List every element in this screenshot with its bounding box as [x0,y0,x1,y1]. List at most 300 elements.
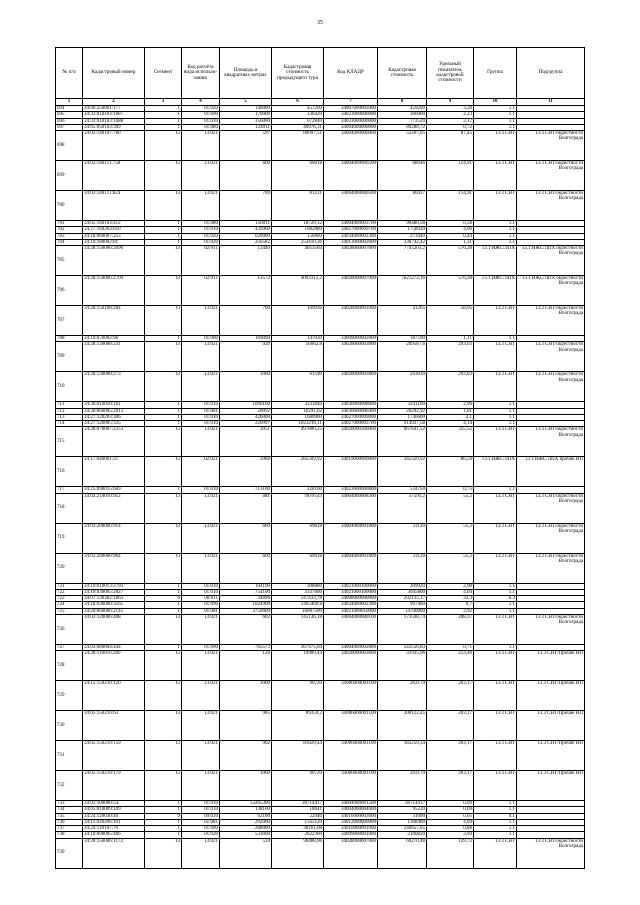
kladr-code-cell: 34006000001100 [324,741,378,771]
cadastral-number-cell: 34:27:120005:335 [83,421,145,427]
kladr-code-cell: 34009000002000 [324,336,378,342]
group-cell: 1.1 [474,221,517,227]
page-number: 35 [317,20,323,26]
group-cell: 1.1 [474,826,517,832]
unit-value-cell: 55,2 [427,523,474,553]
usage-code-cell: 01:010 [182,807,220,813]
unit-value-cell: 203,17 [427,741,474,771]
previous-value-cell: 19909,44 [272,651,324,681]
area-cell: 124011 [220,124,272,130]
table-row [56,161,585,191]
row-number-cell: 718 [56,493,83,523]
subgroup-cell: 13.3 СНТ/окрестности Волгограда [517,838,585,868]
kladr-code-cell: 34004000000500 [324,161,378,191]
segment-cell: 13 [145,681,182,711]
cadastral-value-cell: 3045800 [378,589,427,595]
area-cell: 620000 [220,233,272,239]
table-row [56,711,585,741]
segment-cell: 1 [145,336,182,342]
area-cell: 681 [220,493,272,523]
cadastral-number-cell: 34:05:150210:159 [83,741,145,771]
table-row [56,131,585,161]
unit-value-cell: 4,69 [427,819,474,825]
area-cell: 902 [220,741,272,771]
segment-cell: 6 [145,596,182,602]
segment-cell: 1 [145,421,182,427]
previous-value-cell: 89097,51 [272,131,324,161]
row-number-cell: 738 [56,832,83,838]
previous-value-cell: 672840 [272,118,324,124]
segment-cell: 13 [145,523,182,553]
header-cell: Сегмент [145,48,182,99]
row-number-cell: 722 [56,589,83,595]
cadastral-number-cell: 34:24:110107:70 [83,826,145,832]
usage-code-cell: 13:021 [182,161,220,191]
area-cell: 600 [220,553,272,583]
row-number-cell: 736 [56,819,83,825]
cadastral-number-cell: 34:28:150006:2709 [83,276,145,306]
kladr-code-cell: 34004000008300 [324,493,378,523]
group-cell: 1.1 [474,118,517,124]
row-number-cell: 709 [56,342,83,372]
segment-cell: 1 [145,602,182,608]
group-cell: 13.3 СНТ [474,342,517,372]
kladr-code-cell: 34006000001100 [324,711,378,741]
previous-value-cell: 1680900 [272,414,324,420]
group-cell: 13.3 СНТ [474,523,517,553]
usage-code-cell: 01:090 [182,602,220,608]
segment-cell: 13 [145,246,182,276]
previous-value-cell: 4093315,2 [272,276,324,306]
table-row [56,838,585,868]
kladr-code-cell: 34004000000100 [324,614,378,644]
cadastral-number-cell: 34:03:140111:758 [83,161,145,191]
kladr-code-cell: 34028000001000 [324,306,378,336]
kladr-code-cell: 34028000007000 [324,246,378,276]
table-row [56,191,585,221]
usage-code-cell: 01:010 [182,801,220,807]
segment-cell: 13 [145,191,182,221]
group-cell: 13.3 СНТ [474,372,517,402]
segment-cell: 1 [145,106,182,112]
subgroup-cell: 13.3 СНТ/Прочие НП [517,681,585,711]
cadastral-number-cell: 34:28:150006:1172 [83,838,145,868]
group-cell: 1.1 [474,807,517,813]
cadastral-value-cell: 80437 [378,191,427,221]
column-number-row [56,99,585,106]
segment-cell: 1 [145,402,182,408]
unit-value-cell: 325,52 [427,427,474,457]
segment-cell: 1 [145,118,182,124]
usage-code-cell: 01:010 [182,402,220,408]
unit-value-cell: 1,31 [427,239,474,245]
row-number-cell: 725 [56,608,83,614]
subgroup-cell: 13.3 СНТ/окрестности Волгограда [517,131,585,161]
subgroup-cell: 13.3 СНТ/Прочие НП [517,711,585,741]
area-cell: 1090100 [220,402,272,408]
row-number-cell: 698 [56,131,83,161]
table-row [56,523,585,553]
row-number-cell: 704 [56,239,83,245]
cadastral-number-cell: 34:05:160103:412 [83,221,145,227]
column-number: 9 [427,99,474,106]
group-cell: 6.3 [474,596,517,602]
cadastral-value-cell: 33120 [378,523,427,553]
group-cell: 1.1 [474,336,517,342]
previous-value-cell: 69618 [272,161,324,191]
segment-cell: 13 [145,372,182,402]
previous-value-cell: 90720 [272,681,324,711]
cadastral-value-cell: 89288,72 [378,124,427,130]
previous-value-cell: 79016,43 [272,493,324,523]
cadastral-value-cell: 33120 [378,553,427,583]
row-number-cell: 700 [56,191,83,221]
cadastral-number-cell: 34:28:150006:2690 [83,246,145,276]
previous-value-cell: 253410,36 [272,239,324,245]
area-cell: 534 [220,838,272,868]
usage-code-cell: 01:090 [182,112,220,118]
previous-value-cell: 145136,18 [272,614,324,644]
previous-value-cell: 336420 [272,112,324,118]
area-cell: 268000 [220,826,272,832]
cadastral-value-cell: 269587,6 [378,342,427,372]
cadastral-value-cell: 772520 [378,118,427,124]
row-number-cell: 739 [56,838,83,868]
cadastral-value-cell: 3241160 [378,402,427,408]
group-cell: 13.3 СНТ [474,191,517,221]
unit-value-cell: 2,23 [427,112,474,118]
previous-value-cell: 4053504 [272,246,324,276]
cadastral-number-cell: 34:06:250001:177 [83,106,145,112]
subgroup-cell: 13.3 СНТ/окрестности Волгограда [517,427,585,457]
cadastral-number-cell: 34:33:010103:1087 [83,112,145,118]
previous-value-cell: 89359,2 [272,711,324,741]
segment-cell: 9 [145,813,182,819]
row-number-cell: 737 [56,826,83,832]
cadastral-value-cell: 183259,34 [378,741,427,771]
cadastral-number-cell: 34:27:120203:306 [83,414,145,420]
area-cell: 20092 [220,408,272,414]
kladr-code-cell: 34030000008000 [324,402,378,408]
cadastral-value-cell: 36714417 [378,801,427,807]
row-number-cell: 711 [56,402,83,408]
segment-cell: 1 [145,807,182,813]
unit-value-cell: 576,28 [427,246,474,276]
segment-cell: 1 [145,112,182,118]
unit-value-cell: 33,3 [427,596,474,602]
cadastral-number-cell: 34:05:010009:109 [83,807,145,813]
row-number-cell: 702 [56,227,83,233]
segment-cell: 13 [145,131,182,161]
segment-cell: 1 [145,233,182,239]
unit-value-cell: 55,2 [427,493,474,523]
previous-value-cell: 1465460,8 [272,602,324,608]
previous-value-cell: 1565120 [272,819,324,825]
area-cell: 170000 [220,112,272,118]
segment-cell: 13 [145,276,182,306]
group-cell: 13.3 СНТ [474,553,517,583]
row-number-cell: 695 [56,112,83,118]
usage-code-cell: 01:081 [182,408,220,414]
segment-cell: 13 [145,771,182,801]
unit-value-cell: 0,88 [427,826,474,832]
segment-cell: 1 [145,414,182,420]
usage-code-cell: 13:021 [182,131,220,161]
previous-value-cell: 156800 [272,233,324,239]
group-cell: 9.1 [474,813,517,819]
usage-code-cell: 13:021 [182,838,220,868]
cadastral-value-cell: 273440 [378,233,427,239]
row-number-cell: 707 [56,306,83,336]
unit-value-cell: 0,69 [427,807,474,813]
usage-code-cell: 01:010 [182,487,220,493]
row-number-cell: 724 [56,602,83,608]
header-cell: Кадастровая стоимость [378,48,427,99]
area-cell: 1000 [220,771,272,801]
area-cell: 602 [220,614,272,644]
group-cell: 1.1 [474,602,517,608]
kladr-code-cell: 34023000000800 [324,487,378,493]
cadastral-value-cell: 997460 [378,602,427,608]
usage-code-cell: 01:010 [182,421,220,427]
unit-value-cell: 203,17 [427,771,474,801]
previous-value-cell: 147030 [272,336,324,342]
unit-value-cell: 114,91 [427,191,474,221]
cadastral-value-cell: 2100820 [378,832,427,838]
row-number-cell: 697 [56,124,83,130]
cadastral-value-cell: 7745203,2 [378,246,427,276]
cadastral-number-cell: 34:27:160203:610 [83,227,145,233]
table-row [56,651,585,681]
kladr-code-cell: 34012000000000 [324,819,378,825]
kladr-code-cell: 34004000000500 [324,191,378,221]
table-row [56,246,585,276]
cadastral-number-cell: 34:03:200006:914 [83,523,145,553]
group-cell: 1.1 [474,644,517,650]
usage-code-cell: 13:021 [182,553,220,583]
cadastral-value-cell: 7821272,16 [378,276,427,306]
cadastral-number-cell: 34:25:090015:669 [83,487,145,493]
unit-value-cell: 0,69 [427,801,474,807]
group-cell: 13.3 СНТ [474,161,517,191]
cadastral-value-cell: 95220 [378,807,427,813]
row-number-cell: 712 [56,408,83,414]
segment-cell: 13 [145,838,182,868]
unit-value-cell: 293,03 [427,342,474,372]
kladr-code-cell: 34033000000000 [324,118,378,124]
cadastral-value-cell: 345320,92 [378,457,427,487]
kladr-code-cell: 34004000001800 [324,553,378,583]
previous-value-cell: 285509,92 [272,457,324,487]
previous-value-cell: 228160 [272,487,324,493]
group-cell: 1.1 [474,112,517,118]
column-number: 6 [272,99,324,106]
usage-code-cell: 13:021 [182,711,220,741]
unit-value-cell: 0,44 [427,233,474,239]
group-cell: 1.1 [474,239,517,245]
area-cell: 34896 [220,596,272,602]
row-number-cell: 731 [56,741,83,771]
row-number-cell: 694 [56,106,83,112]
cadastral-value-cell: 187590 [378,336,427,342]
header-cell: Код расчёта вида использо-вания [182,48,220,99]
segment-cell: 1 [145,589,182,595]
kladr-code-cell: 34004000001800 [324,523,378,553]
row-number-cell: 710 [56,372,83,402]
kladr-code-cell: 34004000004000 [324,807,378,813]
kladr-code-cell: 34019000000800 [324,457,378,487]
unit-value-cell: 203,17 [427,681,474,711]
group-cell: 1.1 [474,227,517,233]
usage-code-cell: 13:021 [182,523,220,553]
cadastral-number-cell: 34:03:210010:912 [83,493,145,523]
segment-cell: 1 [145,644,182,650]
cadastral-value-cell: 90480,58 [378,221,427,227]
previous-value-cell: 497800,25 [272,427,324,457]
unit-value-cell: 4,14 [427,421,474,427]
kladr-code-cell: 34028000200000 [324,427,378,457]
unit-value-cell: 4,1 [427,414,474,420]
unit-value-cell: 0,58 [427,221,474,227]
previous-value-cell: 81829,44 [272,741,324,771]
column-number: 5 [220,99,272,106]
header-cell: Группа [474,48,517,99]
usage-code-cell: 13:021 [182,681,220,711]
previous-value-cell: 1023216,11 [272,421,324,427]
unit-value-cell: 0,05 [427,813,474,819]
row-number-cell: 728 [56,651,83,681]
cadastral-value-cell: 534750 [378,487,427,493]
header-cell: Кадастровый номер [83,48,145,99]
area-cell: 600 [220,523,272,553]
row-number-cell: 734 [56,807,83,813]
usage-code-cell: 13:021 [182,741,220,771]
unit-value-cell: 1,11 [427,336,474,342]
previous-value-cell: 3331840 [272,402,324,408]
cadastral-value-cell: 459200 [378,106,427,112]
cadastral-number-cell: 34:18:030000:3565 [83,602,145,608]
group-cell: 13.3 СНТ [474,681,517,711]
unit-value-cell: 87,45 [427,131,474,161]
kladr-code-cell: 34016000003600 [324,813,378,819]
usage-code-cell: 01:090 [182,644,220,650]
usage-code-cell: 01:010 [182,589,220,595]
group-cell: 1.1 [474,832,517,838]
previous-value-cell: 457200 [272,106,324,112]
row-number-cell: 732 [56,771,83,801]
previous-value-cell: 69618 [272,553,324,583]
previous-value-cell: 147433,78 [272,596,324,602]
subgroup-cell: 13.1 ИЖС/ЛПХ прочие НП [517,457,585,487]
header-cell: Удельный показатель кадастровой стоимости [427,48,474,99]
cadastral-number-cell: 34:03:100000:54 [83,801,145,807]
table-row [56,276,585,306]
previous-value-cell: 22940 [272,813,324,819]
usage-code-cell: 01:000 [182,336,220,342]
segment-cell: 1 [145,608,182,614]
area-cell: 432000 [220,227,272,233]
previous-value-cell: 81231 [272,191,324,221]
cadastral-value-cell: 14700000 [378,608,427,614]
segment-cell: 1 [145,826,182,832]
segment-cell: 1 [145,124,182,130]
row-number-cell: 701 [56,221,83,227]
unit-value-cell: 576,28 [427,276,474,306]
usage-code-cell: 09:010 [182,813,220,819]
row-number-cell: 716 [56,457,83,487]
kladr-code-cell: 34028000003800 [324,372,378,402]
subgroup-cell: 13.1 ИЖС/ЛПХ окрестности Волгограда [517,276,585,306]
kladr-code-cell: 34004000000000 [324,124,378,130]
cadastral-value-cell: 914927,58 [378,421,427,427]
subgroup-cell: 13.3 СНТ/Прочие НП [517,741,585,771]
row-number-cell: 714 [56,421,83,427]
segment-cell: 1 [145,832,182,838]
kladr-code-cell: 34004000003700 [324,221,378,227]
previous-value-cell: 2622360 [272,832,324,838]
unit-value-cell: 129,72 [427,838,474,868]
previous-value-cell: 61590 [272,372,324,402]
cadastral-value-cell: 69270,48 [378,838,427,868]
subgroup-cell: 13.3 СНТ/окрестности Волгограда [517,161,585,191]
area-cell: 754100 [220,589,272,595]
area-cell: 13440 [220,246,272,276]
unit-value-cell: 203,17 [427,711,474,741]
kladr-code-cell: 34008000000000 [324,596,378,602]
group-cell: 1.1 [474,233,517,239]
unit-value-cell: 0,7 [427,602,474,608]
previous-value-cell: 109936 [272,306,324,336]
unit-value-cell: 4,04 [427,589,474,595]
segment-cell: 13 [145,651,182,681]
group-cell: 1.1 [474,402,517,408]
row-number-cell: 699 [56,161,83,191]
area-cell: 356000 [220,118,272,124]
area-cell: 256582 [220,239,272,245]
row-number-cell: 715 [56,427,83,457]
row-number-cell: 727 [56,644,83,650]
previous-value-cell: 367475,04 [272,644,324,650]
usage-code-cell: 13:021 [182,306,220,336]
group-cell: 13.3 СНТ [474,711,517,741]
group-cell: 13.3 СНТ [474,741,517,771]
cadastral-value-cell: 338742,42 [378,239,427,245]
area-cell: 2051 [220,427,272,457]
area-cell: 700 [220,306,272,336]
cadastral-value-cell: 20292,92 [378,408,427,414]
previous-value-cell: 38161,08 [272,826,324,832]
area-cell: 53205300 [220,801,272,807]
kladr-code-cell: 34028000003600 [324,651,378,681]
kladr-code-cell: 34004000002800 [324,644,378,650]
unit-value-cell: 0,72 [427,124,474,130]
cadastral-value-cell: 173598,74 [378,614,427,644]
cadastral-number-cell: 34:10:070002:96 [83,336,145,342]
segment-cell: 1 [145,801,182,807]
cadastral-number-cell: 34:03:120006:408 [83,614,145,644]
previous-value-cell: 56662,8 [272,342,324,372]
group-cell: 1.1 [474,421,517,427]
group-cell: 13.3 СНТ [474,493,517,523]
previous-value-cell: 69618 [272,523,324,553]
unit-value-cell: 86,59 [427,457,474,487]
cadastral-value-cell: 1746600 [378,414,427,420]
cadastral-value-cell: 1758920 [378,227,427,233]
cadastral-value-cell: 292135,17 [378,596,427,602]
area-cell: 709 [220,191,272,221]
area-cell: 13572 [220,276,272,306]
table-body [56,106,585,869]
